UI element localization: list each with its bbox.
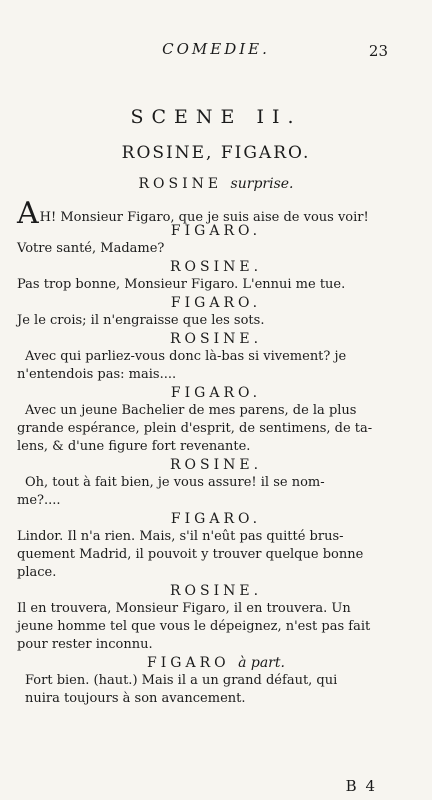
speaker-figaro [0, 510, 432, 528]
dropcap: A [17, 196, 39, 231]
speech-line: Il en trouvera, Monsieur Figaro, il en trouvera. Un [17, 601, 351, 616]
speech-line: grande espérance, plein d'esprit, de sentimens, de ta- [17, 421, 373, 436]
speech-line: lens, & d'une figure fort revenante. [17, 439, 251, 454]
speaker-figaro [0, 222, 432, 240]
speech-line: me?.... [17, 493, 61, 508]
speech-line: n'entendois pas: mais.... [17, 367, 177, 382]
speech-line: pour rester inconnu. [17, 637, 153, 652]
speaker-name: ROSINE. [169, 583, 263, 599]
running-head: COMEDIE. [162, 40, 270, 58]
speech-line: Avec un jeune Bachelier de mes parens, de la plus [25, 403, 357, 418]
speaker-figaro [0, 654, 432, 672]
speech-line: Je le crois; il n'engraisse que les sots. [17, 313, 265, 328]
scene-characters: ROSINE, FIGARO. [121, 143, 311, 163]
speaker-figaro [0, 384, 432, 402]
page-number: 23 [368, 42, 388, 60]
speech-line: Lindor. Il n'a rien. Mais, s'il n'eût pas quitté brus- [17, 529, 344, 544]
speech-9 [17, 600, 387, 654]
speaker-name: FIGARO. [170, 295, 262, 311]
speaker-rosine [0, 258, 432, 276]
stage-direction: à part. [238, 655, 285, 671]
speech-4 [17, 312, 387, 330]
speech-line: Votre santé, Madame? [17, 241, 165, 256]
speaker-name: FIGARO. [170, 223, 262, 239]
speaker-name: ROSINE. [169, 259, 263, 275]
speaker-name: FIGARO [147, 655, 230, 671]
speech-3 [17, 276, 387, 294]
catchword: B 4 [345, 777, 377, 795]
speech-10 [17, 672, 387, 708]
speech-line: nuira toujours à son avancement. [25, 691, 246, 706]
speech-6 [17, 402, 387, 456]
speech-line: Avec qui parliez-vous donc là-bas si vivement? je [25, 349, 347, 364]
speech-8 [17, 528, 387, 582]
speaker-rosine [0, 175, 432, 193]
speech-line: Pas trop bonne, Monsieur Figaro. L'ennui me tue. [17, 277, 346, 292]
speech-2 [17, 240, 387, 258]
speech-5 [17, 348, 387, 384]
speech-7 [17, 474, 387, 510]
speaker-name: FIGARO. [170, 511, 262, 527]
speaker-name: ROSINE [138, 176, 223, 192]
stage-direction: surprise. [230, 176, 294, 192]
speaker-name: FIGARO. [170, 385, 262, 401]
speech-line: jeune homme tel que vous le dépeignez, n'est pas fait [17, 619, 371, 634]
speaker-rosine [0, 582, 432, 600]
speech-line: Fort bien. (haut.) Mais il a un grand défaut, qui [25, 673, 338, 688]
speaker-name: ROSINE. [169, 331, 263, 347]
speaker-rosine [0, 330, 432, 348]
scene-title: SCENE II. [130, 106, 302, 128]
speech-line: Oh, tout à fait bien, je vous assure! il se nom- [25, 475, 325, 490]
speech-line: place. [17, 565, 57, 580]
speaker-rosine [0, 456, 432, 474]
speaker-figaro [0, 294, 432, 312]
speaker-name: ROSINE. [169, 457, 263, 473]
speech-line: quement Madrid, il pouvoit y trouver quelque bonne [17, 547, 364, 562]
speech-text: H! Monsieur Figaro, que je suis aise de vous voir! [39, 210, 369, 225]
